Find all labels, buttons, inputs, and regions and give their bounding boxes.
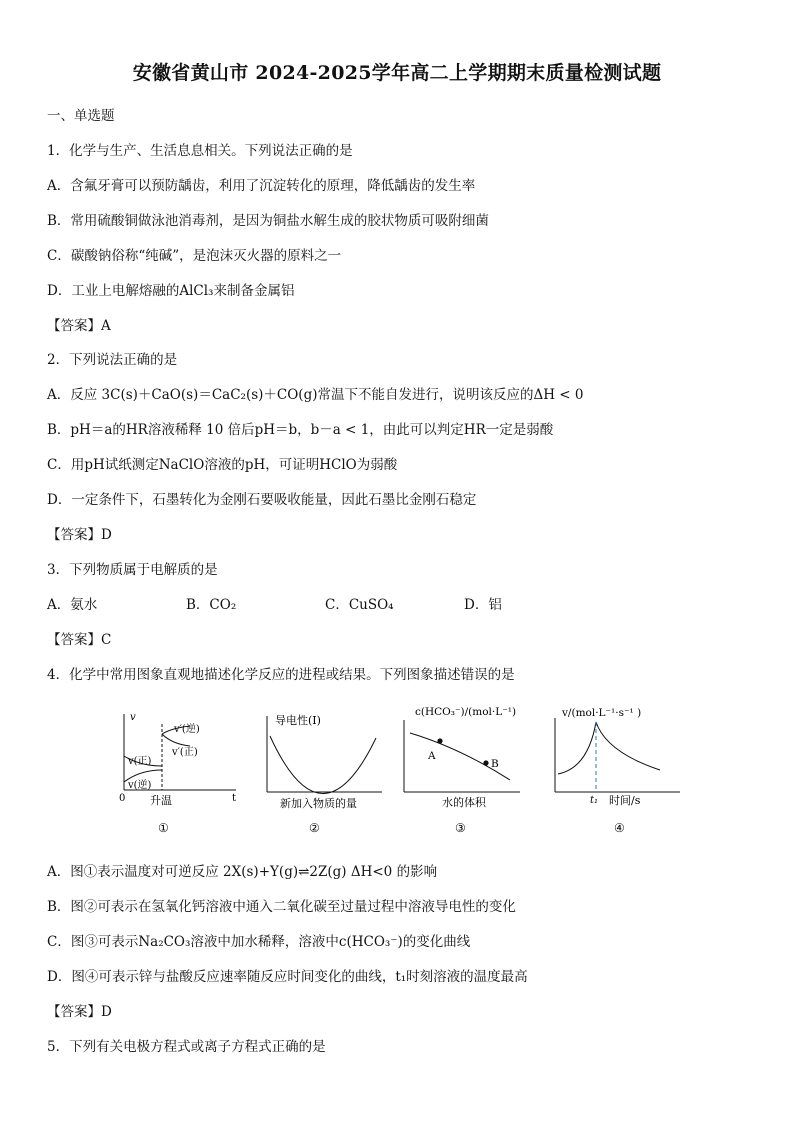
fig1-number: ① bbox=[158, 821, 169, 835]
q1-option-b: B．常用硫酸铜做泳池消毒剂，是因为铜盐水解生成的胶状物质可吸附细菌 bbox=[47, 213, 489, 229]
q4-figures-svg bbox=[0, 700, 794, 840]
fig1-x-label: 升温 bbox=[150, 794, 172, 807]
q3-option-a: A．氨水 bbox=[47, 597, 98, 613]
q2-answer: 【答案】D bbox=[47, 527, 112, 543]
fig3-number: ③ bbox=[455, 821, 466, 835]
q3-answer: 【答案】C bbox=[47, 632, 112, 648]
q2-option-c: C．用pH试纸测定NaClO溶液的pH，可证明HClO为弱酸 bbox=[47, 457, 398, 473]
q1-stem: 1．化学与生产、生活息息相关。下列说法正确的是 bbox=[47, 143, 353, 159]
q1-answer: 【答案】A bbox=[47, 318, 111, 334]
fig3-x-label: 水的体积 bbox=[442, 796, 486, 809]
q1-option-a: A．含氟牙膏可以预防龋齿，利用了沉淀转化的原理，降低龋齿的发生率 bbox=[47, 178, 476, 194]
figure-2 bbox=[267, 713, 382, 835]
section-heading: 一、单选题 bbox=[47, 108, 115, 124]
q4-stem: 4．化学中常用图象直观地描述化学反应的进程或结果。下列图象描述错误的是 bbox=[47, 667, 515, 683]
page-title: 安徽省黄山市 2024-2025学年高二上学期期末质量检测试题 bbox=[132, 62, 662, 84]
fig1-y-label: v bbox=[130, 712, 136, 723]
q2-option-d: D．一定条件下，石墨转化为金刚石要吸收能量，因此石墨比金刚石稳定 bbox=[47, 492, 477, 508]
figure-4 bbox=[555, 707, 680, 835]
q4-option-d: D．图④可表示锌与盐酸反应速率随反应时间变化的曲线，t₁时刻溶液的温度最高 bbox=[47, 969, 528, 985]
q4-option-a: A．图①表示温度对可逆反应 2X(s)+Y(g)⇌2Z(g) ΔH<0 的影响 bbox=[47, 864, 438, 880]
q4-option-c: C．图③可表示Na₂CO₃溶液中加水稀释，溶液中c(HCO₃⁻)的变化曲线 bbox=[47, 934, 471, 950]
fig2-y-label: 导电性(I) bbox=[275, 714, 321, 727]
fig2-number: ② bbox=[309, 821, 320, 835]
q2-option-a: A．反应 3C(s)＋CaO(s)＝CaC₂(s)＋CO(g)常温下不能自发进行，说明该反应的ΔH < 0 bbox=[47, 387, 584, 403]
q3-stem: 3．下列物质属于电解质的是 bbox=[47, 562, 218, 578]
fig3-point-a: A bbox=[428, 750, 436, 762]
fig4-x-label: 时间/s bbox=[609, 794, 641, 807]
q3-option-c: C．CuSO₄ bbox=[325, 597, 394, 613]
q4-answer: 【答案】D bbox=[47, 1004, 112, 1020]
fig4-number: ④ bbox=[614, 821, 625, 835]
q3-option-d: D．铝 bbox=[464, 597, 502, 613]
figure-1 bbox=[119, 712, 236, 835]
figure-3 bbox=[404, 706, 520, 835]
q4-figures bbox=[0, 700, 794, 840]
fig1-origin: 0 bbox=[119, 793, 126, 804]
q1-option-d: D．工业上电解熔融的AlCl₃来制备金属铝 bbox=[47, 283, 295, 299]
fig3-point-b: B bbox=[491, 758, 499, 770]
fig1-label-vprime-fwd: v′(正) bbox=[172, 747, 198, 758]
fig1-label-vprime-rev: v′(逆) bbox=[174, 724, 200, 735]
q5-stem: 5．下列有关电极方程式或离子方程式正确的是 bbox=[47, 1039, 326, 1055]
q4-option-b: B．图②可表示在氢氧化钙溶液中通入二氧化碳至过量过程中溶液导电性的变化 bbox=[47, 899, 516, 915]
fig3-y-label: c(HCO₃⁻)/(mol·L⁻¹) bbox=[415, 706, 517, 718]
fig2-x-label: 新加入物质的量 bbox=[280, 797, 357, 810]
fig1-t-label: t bbox=[232, 793, 237, 804]
fig4-t1-label: t₁ bbox=[590, 795, 599, 806]
q2-stem: 2．下列说法正确的是 bbox=[47, 352, 178, 368]
fig4-y-label: v/(mol·L⁻¹·s⁻¹ ) bbox=[562, 707, 642, 719]
q1-option-c: C．碳酸钠俗称“纯碱”，是泡沫灭火器的原料之一 bbox=[47, 248, 342, 264]
q3-option-b: B．CO₂ bbox=[186, 597, 237, 613]
q2-option-b: B．pH＝a的HR溶液稀释 10 倍后pH＝b，b－a < 1，由此可以判定HR一定是弱酸 bbox=[47, 422, 554, 438]
fig1-label-v-rev: v(逆) bbox=[128, 780, 152, 791]
fig1-label-v-fwd: v(正) bbox=[128, 756, 152, 767]
